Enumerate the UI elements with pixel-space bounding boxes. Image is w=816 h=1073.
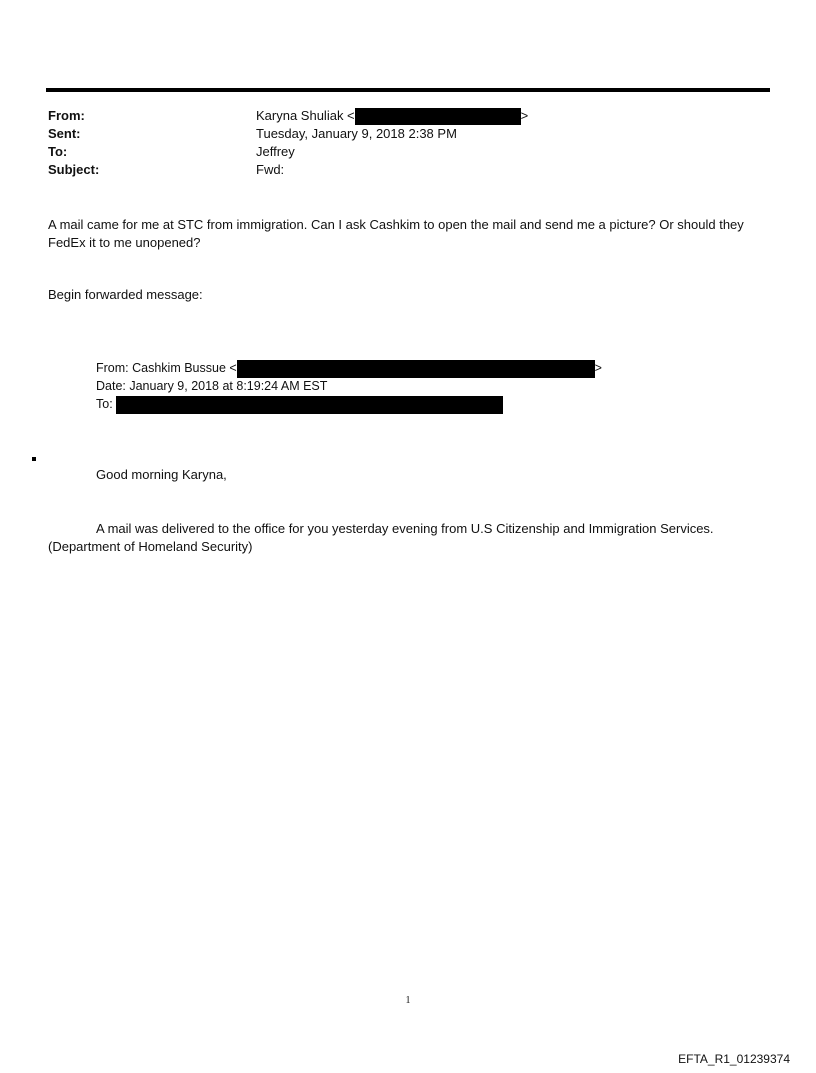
- redaction-block: [237, 360, 595, 378]
- sent-label: Sent:: [48, 126, 81, 141]
- bullet-mark: [32, 457, 36, 461]
- page-number: 1: [405, 995, 411, 1006]
- forwarded-from-text: From: Cashkim Bussue <: [96, 361, 237, 375]
- to-label: To:: [48, 144, 68, 159]
- from-label: From:: [48, 108, 85, 123]
- forwarded-to-label: To:: [96, 397, 117, 411]
- sent-value: Tuesday, January 9, 2018 2:38 PM: [256, 126, 457, 141]
- document-id: EFTA_R1_01239374: [678, 1052, 790, 1066]
- to-value: Jeffrey: [256, 144, 295, 159]
- header-rule: [46, 88, 770, 92]
- redaction-block: [116, 396, 503, 414]
- forwarded-date: Date: January 9, 2018 at 8:19:24 AM EST: [96, 379, 328, 393]
- subject-label: Subject:: [48, 162, 100, 177]
- redaction-block: [355, 108, 521, 125]
- greeting: Good morning Karyna,: [96, 467, 227, 482]
- forwarded-from-close: >: [594, 361, 602, 375]
- from-value: [256, 107, 528, 125]
- forwarded-to: [96, 395, 503, 414]
- from-name: Karyna Shuliak <: [256, 108, 355, 123]
- message-paragraph: A mail came for me at STC from immigration. Can I ask Cashkim to open the mail and send me a picture? Or should they FedEx it to me unopened?: [48, 217, 744, 250]
- begin-forwarded-label: Begin forwarded message:: [48, 287, 203, 302]
- subject-value: Fwd:: [256, 162, 285, 177]
- forwarded-from: [96, 359, 602, 378]
- from-close: >: [520, 108, 529, 123]
- forwarded-paragraph: A mail was delivered to the office for you yesterday evening from U.S Citizenship and Immigration Services. (Department of Homeland Security): [48, 521, 714, 554]
